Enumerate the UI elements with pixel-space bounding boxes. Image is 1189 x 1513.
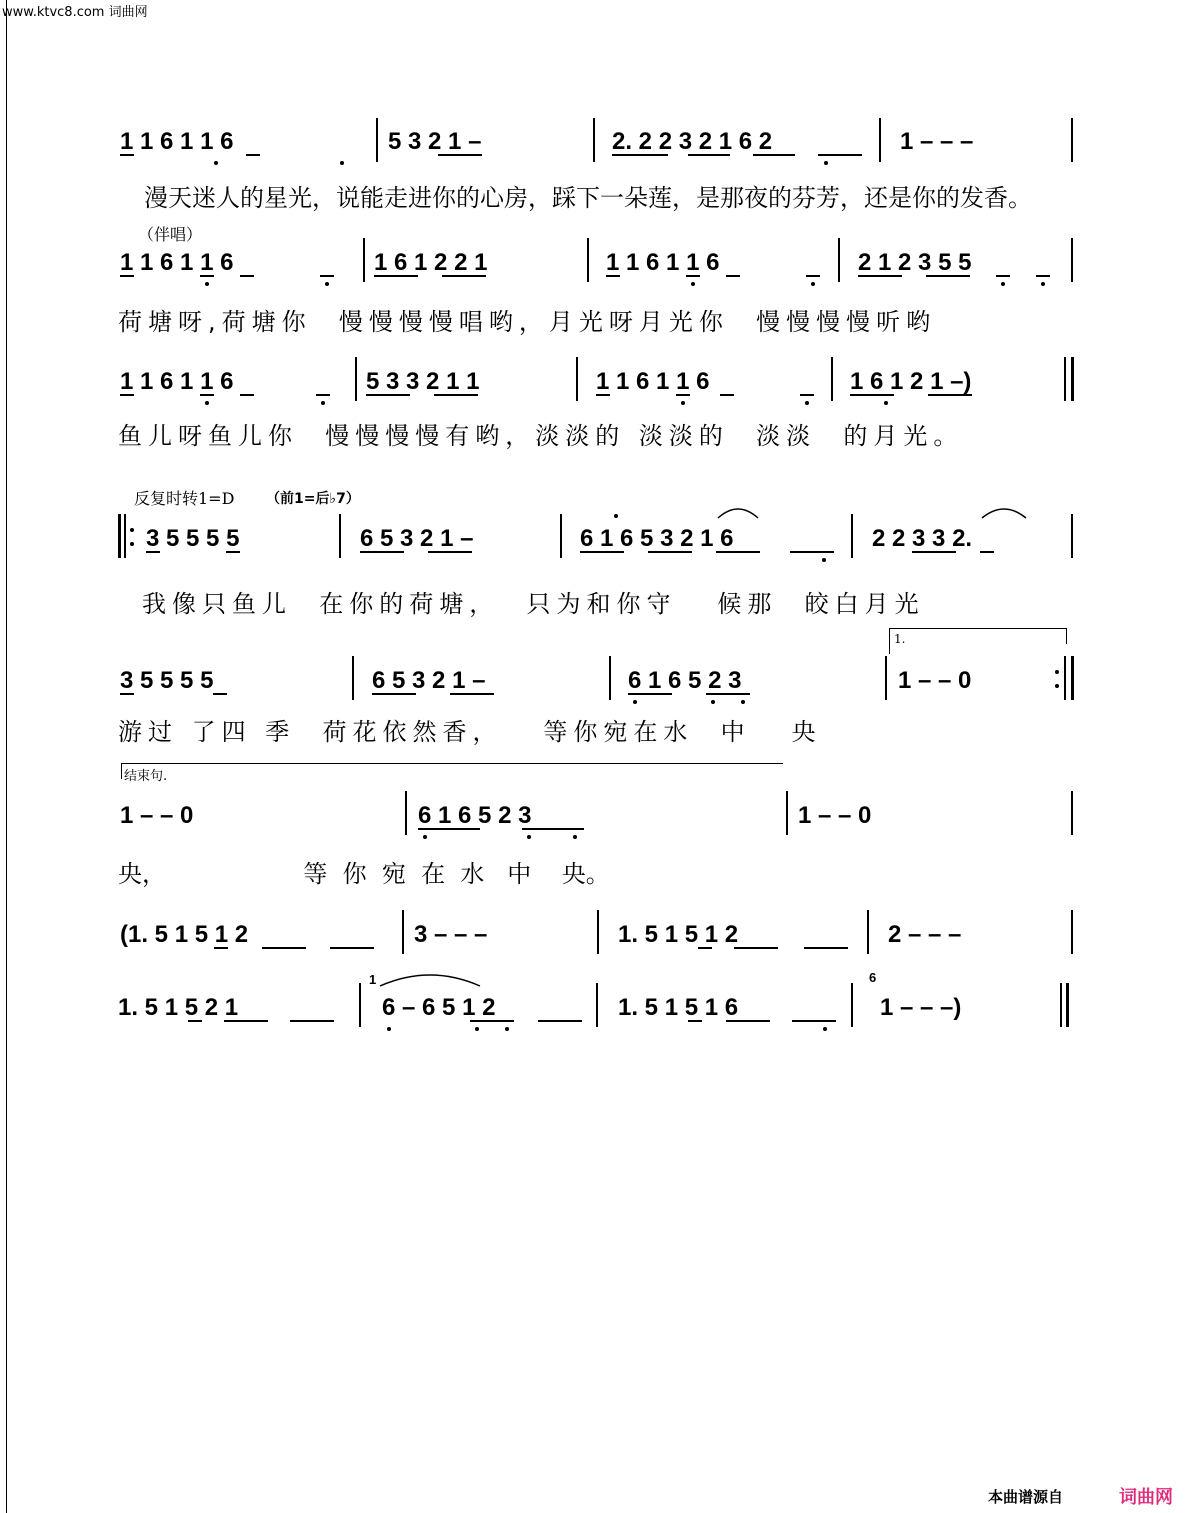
measure-6-2: 6 1 6 5 2 3	[418, 802, 532, 829]
underline	[188, 1020, 202, 1022]
measure-8-1: 1. 5 1 5 2 1	[118, 994, 239, 1021]
measure-8-2: 6 – 6 5 1 2	[382, 994, 496, 1021]
measure-7-2: 3 – – –	[414, 921, 488, 948]
ending-bracket-left	[121, 763, 122, 779]
barline	[851, 514, 853, 558]
underline	[240, 394, 254, 396]
lyrics-line-6: 央， 等 你 宛 在 水 中 央。	[118, 860, 610, 888]
low-octave-dot	[884, 401, 888, 405]
slur-tie	[980, 504, 1028, 520]
barline	[885, 656, 887, 700]
barline	[576, 357, 578, 401]
barline	[786, 791, 788, 835]
underline	[688, 154, 730, 156]
final-barline-thick	[1066, 983, 1069, 1027]
underline	[698, 947, 712, 949]
underline	[996, 275, 1010, 277]
barline	[355, 357, 357, 401]
measure-3-4: 1 6 1 2 1 –)	[850, 368, 972, 395]
barline	[1071, 238, 1073, 282]
low-octave-dot	[711, 700, 715, 704]
measure-8-4: 1 – – –)	[880, 994, 962, 1021]
volta-bracket-left	[889, 628, 890, 654]
measure-7-1: (1. 5 1 5 1 2	[120, 921, 249, 948]
final-barline-thick	[1071, 357, 1074, 401]
underline	[374, 275, 418, 277]
underline	[120, 394, 134, 396]
repeat-dot	[1055, 684, 1059, 688]
measure-1-1: 1 1 6 1 1 6	[120, 128, 234, 155]
underline	[470, 1020, 514, 1022]
underline	[928, 394, 972, 396]
repeat-end-thin	[1064, 656, 1066, 700]
underline	[580, 551, 624, 553]
repeat-end-thick	[1071, 656, 1074, 700]
underline	[428, 551, 472, 553]
underline	[716, 551, 760, 553]
underline	[596, 394, 610, 396]
barline	[1071, 791, 1073, 835]
underline	[316, 394, 330, 396]
measure-6-3: 1 – – 0	[798, 802, 872, 829]
low-octave-dot	[822, 558, 826, 562]
measure-2-1: 1 1 6 1 1 6	[120, 249, 234, 276]
measure-4-1: 3 5 5 5 5	[146, 525, 240, 552]
underline	[224, 1020, 268, 1022]
low-octave-dot	[1001, 282, 1005, 286]
underline	[450, 693, 494, 695]
low-octave-dot	[824, 161, 828, 165]
barline	[867, 910, 869, 954]
final-barline-thin	[1060, 983, 1062, 1027]
measure-5-4: 1 – – 0	[898, 667, 972, 694]
barline	[593, 118, 595, 162]
measure-5-3: 6 1 6 5 2 3	[628, 667, 742, 694]
lyrics-line-4: 我像只鱼儿 在你的荷塘， 只为和你守 候那 皎白月光	[142, 590, 925, 618]
barline	[405, 791, 407, 835]
underline	[366, 394, 410, 396]
underline	[240, 275, 254, 277]
underline	[200, 275, 214, 277]
measure-8-3: 1. 5 1 5 1 6	[618, 994, 739, 1021]
underline	[1036, 275, 1050, 277]
measure-2-2: 1 6 1 2 2 1	[374, 249, 488, 276]
measure-1-2: 5 3 2 1 –	[388, 128, 482, 155]
barline	[597, 910, 599, 954]
underline	[372, 693, 416, 695]
underline	[726, 1020, 770, 1022]
measure-6-1: 1 – – 0	[120, 802, 194, 829]
measure-1-4: 1 – – –	[900, 128, 974, 155]
underline	[538, 1020, 582, 1022]
measure-5-1: 3 5 5 5 5	[120, 667, 214, 694]
underline	[912, 551, 956, 553]
measure-5-2: 6 5 3 2 1 –	[372, 667, 486, 694]
underline	[522, 828, 584, 830]
measure-4-4: 2 2 3 3 2.	[872, 525, 973, 552]
underline	[753, 154, 795, 156]
measure-2-3: 1 1 6 1 1 6	[606, 249, 720, 276]
low-octave-dot	[205, 282, 209, 286]
barline	[339, 514, 341, 558]
low-octave-dot	[505, 1027, 509, 1031]
underline	[213, 693, 227, 695]
underline	[800, 394, 814, 396]
underline	[818, 154, 862, 156]
low-octave-dot	[811, 282, 815, 286]
ending-label: 结束句.	[124, 769, 168, 784]
final-barline-thin	[1064, 357, 1066, 401]
low-octave-dot	[1041, 282, 1045, 286]
underline	[330, 947, 374, 949]
measure-2-4: 2 1 2 3 5 5	[858, 249, 972, 276]
barline	[560, 514, 562, 558]
accompaniment-label: （伴唱）	[138, 225, 203, 244]
underline	[200, 394, 214, 396]
underline	[926, 275, 970, 277]
underline	[720, 394, 734, 396]
grace-note: 6	[869, 970, 877, 985]
low-octave-dot	[205, 401, 209, 405]
low-octave-dot	[573, 835, 577, 839]
underline	[804, 947, 848, 949]
underline	[706, 693, 750, 695]
underline	[320, 275, 334, 277]
low-octave-dot	[805, 401, 809, 405]
underline	[434, 394, 478, 396]
underline	[790, 551, 834, 553]
barline	[609, 656, 611, 700]
measure-1-3: 2. 2 2 3 2 1 6 2	[612, 128, 773, 155]
low-octave-dot	[475, 1027, 479, 1031]
underline	[442, 275, 486, 277]
underline	[226, 551, 240, 553]
underline	[360, 551, 404, 553]
underline	[418, 828, 480, 830]
repeat-dot	[130, 528, 134, 532]
barline	[1071, 910, 1073, 954]
underline	[628, 693, 672, 695]
measure-4-2: 6 5 3 2 1 –	[360, 525, 474, 552]
underline	[120, 275, 134, 277]
underline	[676, 394, 690, 396]
repeat-start-thick	[118, 514, 121, 558]
brand-logo: 词曲网	[1119, 1487, 1173, 1508]
underline	[120, 693, 134, 695]
low-octave-dot	[321, 401, 325, 405]
lyrics-line-1: 漫天迷人的星光，说能走进你的心房，踩下一朵莲，是那夜的芬芳，还是你的发香。	[144, 184, 1032, 212]
lyrics-line-2: 荷塘呀,荷塘你 慢慢慢慢唱哟，月光呀月光你 慢慢慢慢听哟	[118, 308, 937, 336]
underline	[438, 154, 482, 156]
low-octave-dot	[340, 161, 344, 165]
low-octave-dot	[423, 835, 427, 839]
underline	[214, 947, 228, 949]
repeat-start-thin	[124, 514, 126, 558]
low-octave-dot	[633, 700, 637, 704]
underline	[688, 1020, 702, 1022]
site-watermark: www.ktvc8.com 词曲网	[2, 5, 148, 20]
measure-3-2: 5 3 3 2 1 1	[366, 368, 480, 395]
ending-bracket-top	[121, 763, 783, 764]
high-octave-dot	[614, 514, 618, 518]
left-margin-line	[6, 0, 7, 1513]
measure-3-3: 1 1 6 1 1 6	[596, 368, 710, 395]
underline	[290, 1020, 334, 1022]
barline	[1071, 514, 1073, 558]
low-octave-dot	[681, 401, 685, 405]
underline	[612, 154, 668, 156]
underline	[726, 275, 740, 277]
underline	[246, 154, 260, 156]
grace-note: 1	[369, 972, 377, 987]
slur-tie	[376, 968, 484, 988]
low-octave-dot	[325, 282, 329, 286]
underline	[858, 275, 902, 277]
volta-bracket-top	[889, 628, 1067, 629]
barline	[596, 983, 598, 1027]
barline	[359, 983, 361, 1027]
measure-3-1: 1 1 6 1 1 6	[120, 368, 234, 395]
low-octave-dot	[527, 835, 531, 839]
barline	[587, 238, 589, 282]
repeat-dot	[1055, 670, 1059, 674]
underline	[606, 275, 620, 277]
barline	[831, 357, 833, 401]
underline	[850, 394, 894, 396]
barline	[879, 118, 881, 162]
barline	[838, 238, 840, 282]
underline	[686, 275, 700, 277]
underline	[806, 275, 820, 277]
slur-tie	[716, 504, 760, 520]
low-octave-dot	[214, 161, 218, 165]
barline	[376, 118, 378, 162]
key-relation-label: （前1=后♭7）	[266, 491, 360, 507]
barline	[352, 656, 354, 700]
barline	[402, 910, 404, 954]
volta-bracket-right	[1066, 628, 1067, 644]
low-octave-dot	[823, 1027, 827, 1031]
measure-4-3: 6 1 6 5 3 2 1 6	[580, 525, 734, 552]
source-label: 本曲谱源自	[987, 1488, 1063, 1506]
low-octave-dot	[691, 282, 695, 286]
barline	[851, 983, 853, 1027]
lyrics-line-5: 游过 了四 季 荷花依然香， 等你宛在水 中 央	[118, 718, 822, 746]
barline	[363, 238, 365, 282]
low-octave-dot	[387, 1027, 391, 1031]
underline	[262, 947, 306, 949]
measure-7-4: 2 – – –	[888, 921, 962, 948]
underline	[792, 1020, 836, 1022]
lyrics-line-3: 鱼儿呀鱼儿你 慢慢慢慢有哟，淡淡的 淡淡的 淡淡 的月光。	[118, 422, 964, 450]
underline	[146, 551, 160, 553]
volta-number: 1.	[894, 632, 906, 646]
underline	[734, 947, 778, 949]
underline	[648, 551, 692, 553]
underline	[980, 551, 994, 553]
underline	[120, 154, 134, 156]
barline	[1071, 118, 1073, 162]
low-octave-dot	[741, 700, 745, 704]
measure-7-3: 1. 5 1 5 1 2	[618, 921, 739, 948]
repeat-dot	[130, 542, 134, 546]
key-change-label: 反复时转1=D	[134, 489, 235, 508]
